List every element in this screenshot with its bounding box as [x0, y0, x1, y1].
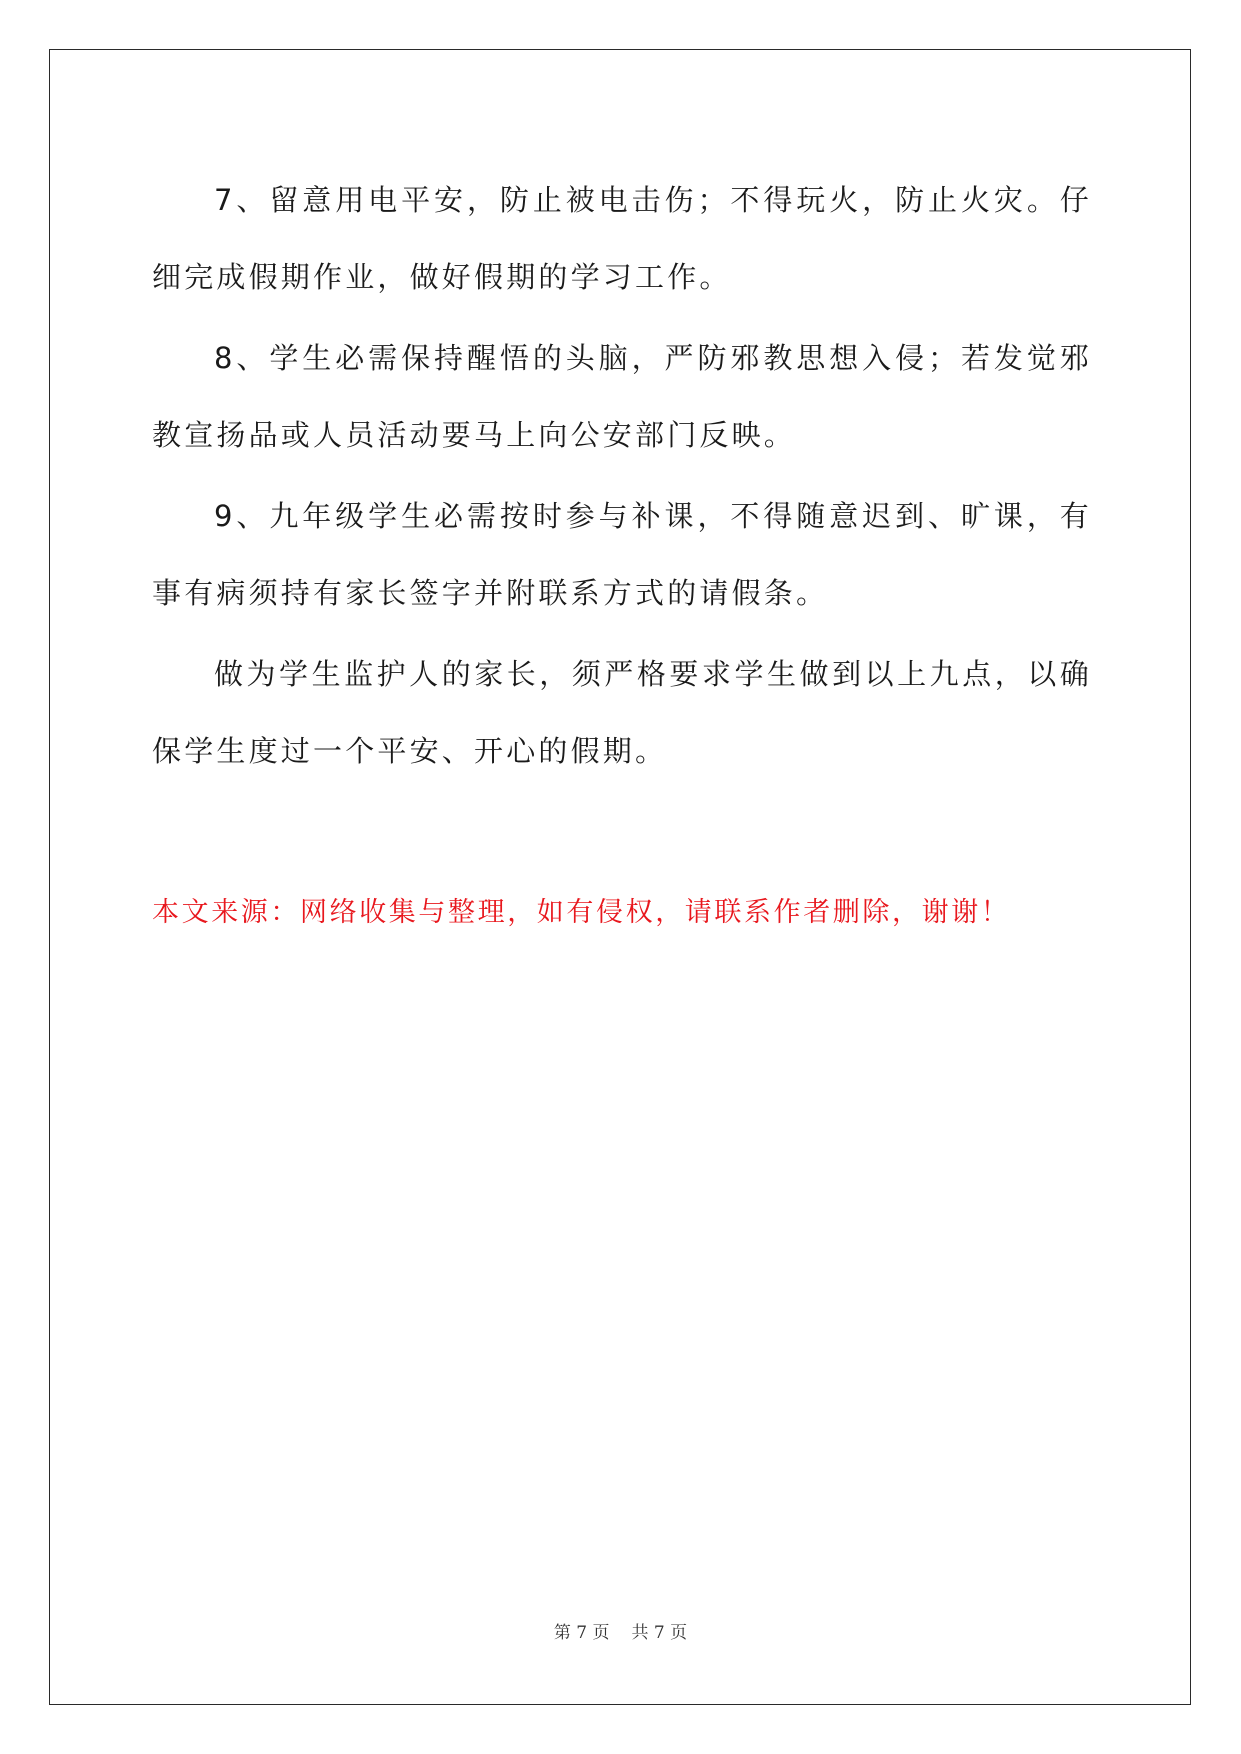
page-total: 共 7 页 — [631, 1623, 688, 1643]
page-number: 第 7 页 — [553, 1623, 610, 1643]
paragraph-item-8: 8、学生必需保持醒悟的头脑，严防邪教思想入侵；若发觉邪教宣扬品或人员活动要马上向公安部门反映。 — [152, 341, 1092, 452]
page-footer — [0, 1618, 1241, 1643]
source-note: 本文来源：网络收集与整理，如有侵权，请联系作者删除，谢谢！ — [152, 897, 1011, 928]
paragraph-item-9: 9、九年级学生必需按时参与补课，不得随意迟到、旷课，有事有病须持有家长签字并附联系方式的请假条。 — [152, 499, 1092, 610]
paragraph-item-7: 7、留意用电平安，防止被电击伤；不得玩火，防止火灾。仔细完成假期作业，做好假期的学习工作。 — [152, 183, 1092, 294]
paragraph-conclusion: 做为学生监护人的家长，须严格要求学生做到以上九点，以确保学生度过一个平安、开心的假期。 — [152, 657, 1092, 768]
document-body — [152, 162, 1092, 794]
